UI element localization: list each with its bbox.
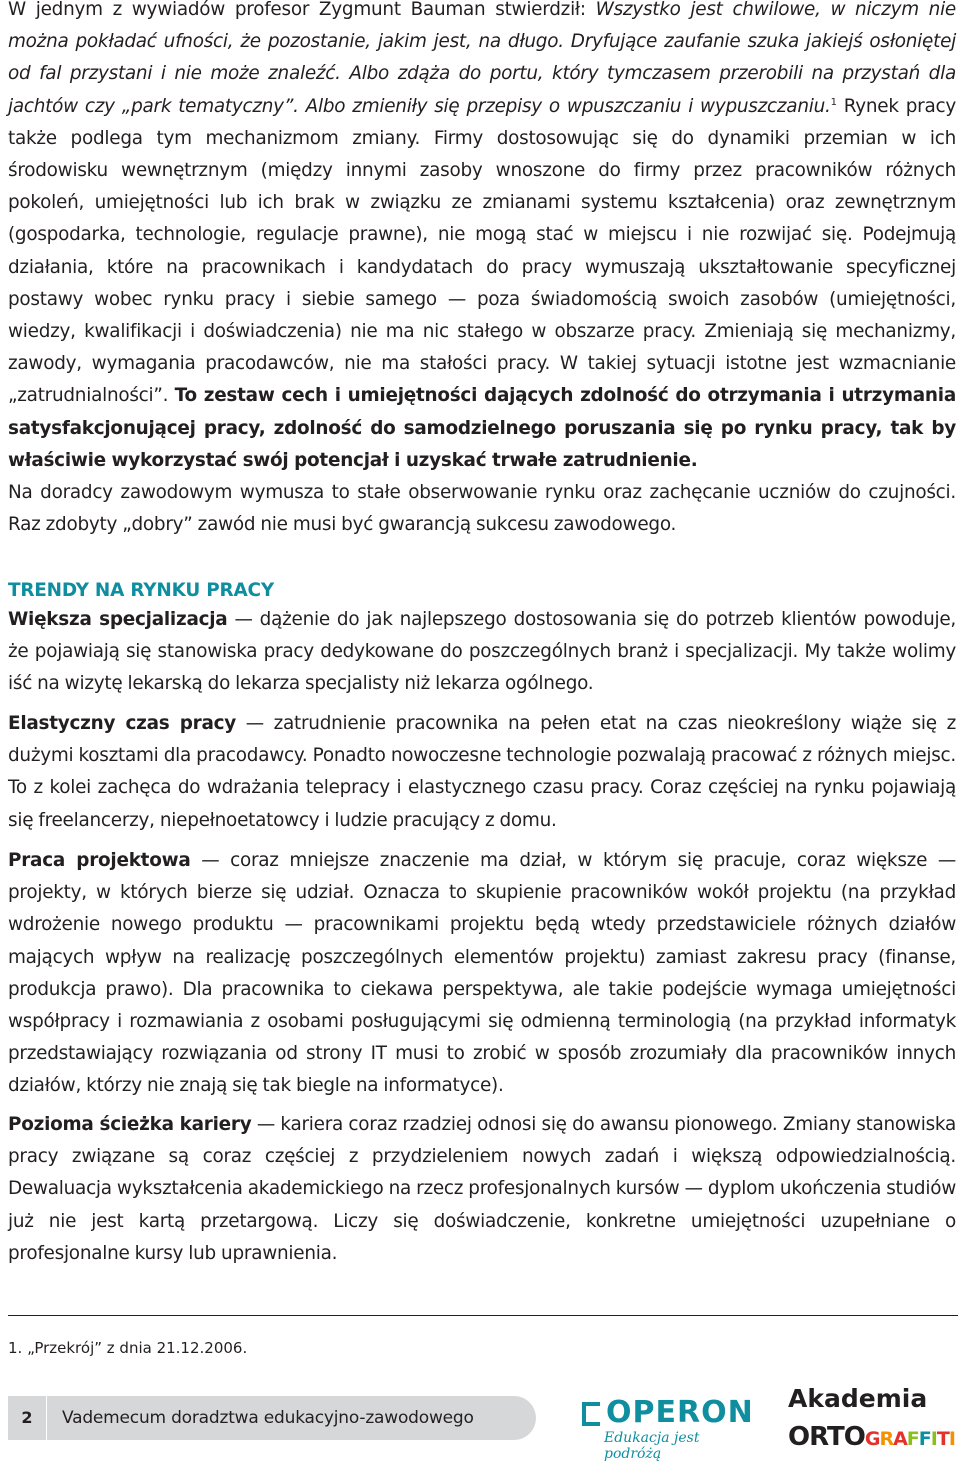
intro-body: Rynek pracy także podlega tym mechanizmom zmiany. Firmy dostosowując się do dynamiki przemian w ich środowisku wewnętrznym (między innymi zasoby wnoszone do firmy przez pracowników różnych pokoleń, umiejętności lub ich brak w związku ze zmianami systemu kształcenia) oraz zewnętrznym (gospodarka, technologie, regulacje prawne), nie mogą stać w miejscu i nie rozwijać się. Podejmują działania, które na pracownikach i kandydatach do pracy wymuszają ukształtowanie specyficznej postawy wobec rynku pracy i siebie samego — poza świadomością swoich zasobów (umiejętności, wiedzy, kwalifikacji i doświadczenia) nie ma nic stałego w obszarze pracy. Zmieniają się mechanizmy, zawody, wymagania pracodawców, nie ma stałości pracy. W takiej sytuacji istotne jest wzmacnianie „zatrudnialności”. <box>8 95 956 407</box>
trend-text: — zatrudnienie pracownika na pełen etat na czas nieokreślony wiąże się z dużymi kosztami dla pracodawcy. Ponadto nowoczesne technologie pozwalają pracować z różnych miejsc. To z kolei zachęca do wdrażania telepracy i elastycznego czasu pracy. Coraz częściej na rynku pojawiają się freelancerzy, niepełnoetatowcy i ludzie pracujący z domu. <box>8 713 956 831</box>
trend-term: Większa specjalizacja <box>8 609 228 630</box>
footnote: 1. „Przekrój” z dnia 21.12.2006. <box>8 1339 248 1357</box>
intro-text: W jednym z wywiadów profesor Zygmunt Bauman stwierdził: <box>8 0 596 20</box>
akademia-wordmark: Akademia <box>788 1384 928 1413</box>
trend-term: Praca projektowa <box>8 850 191 871</box>
akademia-ortograffiti-logo <box>786 1384 960 1454</box>
advisor-paragraph: Na doradcy zawodowym wymusza to stałe obserwowanie rynku oraz zachęcanie uczniów do czujności. Raz zdobyty „dobry” zawód nie musi być gwarancją sukcesu zawodowego. <box>8 482 956 536</box>
footnote-ref[interactable]: 1 <box>830 96 837 108</box>
trend-text: — dążenie do jak najlepszego dostosowania się do potrzeb klientów powoduje, że pojawiają się stanowiska pracy dedykowane do poszczególnych branż i specjalizacji. My także wolimy iść na wizytę lekarską do lekarza specjalisty niż lekarza ogólnego. <box>8 609 957 695</box>
operon-logo <box>582 1395 754 1462</box>
operon-wordmark: OPERON <box>606 1395 754 1430</box>
trend-text: — coraz mniejsze znaczenie ma dział, w którym się pracuje, coraz większe — projekty, w których bierze się udział. Oznacza to skupienie pracowników wokół projektu (na przykład wdrożenie nowego produktu — pracownikami projektu będą wtedy przedstawiciele różnych działów mających wpływ na realizację poszczególnych elementów projektu) zamiast zakresu pracy (finanse, produkcja prawo). Dla pracownika to ciekawa perspektywa, ale takie podejście wymaga umiejętności współpracy i rozmawiania z osobami posługującymi się odmienną terminologią (na przykład informatyk przedstawiający rozwiązania od strony IT musi to zrobić w sposób zrozumiały dla pracowników innych działów, którzy nie znają się tak biegle na informatyce). <box>8 850 956 1097</box>
trend-paragraph <box>8 604 956 701</box>
trend-term: Pozioma ścieżka kariery <box>8 1114 252 1135</box>
bauman-quote: Wszystko jest chwilowe, w niczym nie można pokładać ufności, że pozostanie, jakim jest, na długo. Dryfujące zaufanie szuka jakiejś osłoniętej od fal przystani i nie może znaleźć. Albo zdąża do portu, który tymczasem przerobili na przystań dla jachtów czy „park tematyczny”. Albo zmieniły się przepisy o wpuszczaniu i wypuszczaniu. <box>8 0 956 117</box>
trend-paragraph <box>8 708 956 837</box>
ortograffiti-wordmark-icon <box>786 1416 960 1452</box>
page-number: 2 <box>8 1396 47 1440</box>
operon-tagline: Edukacja jest podróżą <box>604 1430 700 1462</box>
footnote-divider <box>8 1315 958 1316</box>
trend-paragraph <box>8 845 956 1103</box>
trend-text: — kariera coraz rzadziej odnosi się do awansu pionowego. Zmiany stanowiska pracy związane są coraz częściej z przydzieleniem nowych zadań i większą odpowiedzialnością. Dewaluacja wykształcenia akademickiego na rzecz profesjonalnych kursów — dyplom ukończenia studiów już nie jest kartą przetargową. Liczy się doświadczenie, konkretne umiejętności uzupełniane o profesjonalne kursy lub uprawnienia. <box>8 1114 957 1264</box>
employability-definition: To zestaw cech i umiejętności dających zdolność do otrzymania i utrzymania satysfakcjonującej pracy, zdolność do samodzielnego poruszania się po rynku pracy, tak by właściwie wykorzystać swój potencjał i uzyskać trwałe zatrudnienie. <box>8 385 956 471</box>
trend-paragraph <box>8 1109 956 1270</box>
section-heading: TRENDY NA RYNKU PRACY <box>8 580 274 601</box>
footer-bar <box>8 1396 536 1440</box>
trend-term: Elastyczny czas pracy <box>8 713 237 734</box>
intro-paragraph <box>8 0 956 477</box>
footer-title: Vademecum doradztwa edukacyjno-zawodowego <box>62 1408 474 1428</box>
operon-mark-icon <box>582 1402 600 1426</box>
svg-text:ORTOGRAFFITI: ORTOGRAFFITI <box>788 1422 955 1452</box>
